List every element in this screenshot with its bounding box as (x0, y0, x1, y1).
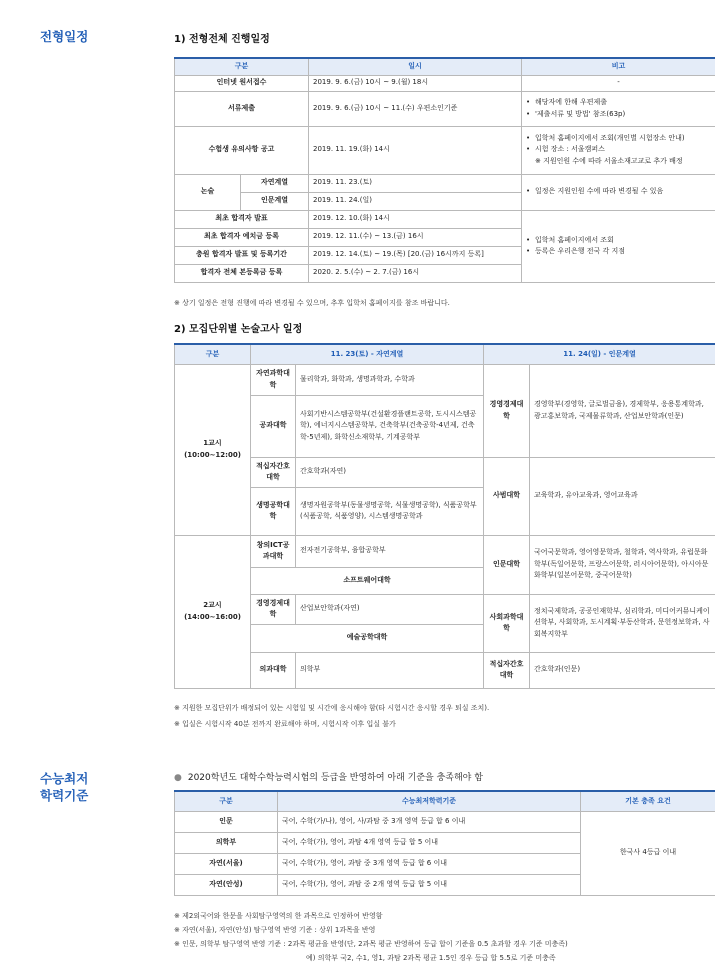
table-row: 공과대학 사회기반시스템공학부(건설환경플랜트공학, 도시시스템공학), 에너지시스템공학부, 건축학부(건축공학-4년제, 건축학-5년제), 화학신소재학부, 기계공학부 (175, 395, 715, 457)
table-row: 충원 합격자 발표 및 등록기간 2019. 12. 14.(토) ~ 19.(목) [20.(금) 16시까지 등록] (175, 246, 715, 264)
col-header: 11. 24(일) - 인문계열 (484, 344, 715, 364)
col-header: 기본 충족 요건 (581, 791, 715, 811)
minimum-note: ※ 자연(서울), 자연(안성) 탐구영역 반영 기준 : 상위 1과목을 반영 (174, 926, 376, 934)
table-row: 경영경제대학 산업보안학과(자연) 사회과학대학 정치국제학과, 공공인재학부, 심리학과, 미디어커뮤니케이션학부, 사회학과, 도시계획·부동산학과, 문헌정보학과, 사회복지학부 (175, 594, 715, 624)
col-header: 일시 (309, 58, 522, 75)
col-header: 구분 (175, 344, 251, 364)
essay-note: ※ 입실은 시험시작 40분 전까지 완료해야 하며, 시험시작 이후 입실 불가 (174, 720, 396, 728)
table-row: 1교시 (10:00~12:00) 자연과학대학 물리학과, 화학과, 생명과학과, 수학과 경영경제대학 경영학부(경영학, 글로벌금융), 경제학부, 응용통계학과, 광고홍보학과, 국제물류학과, 산업보안학과(인문) (175, 364, 715, 395)
table-row: 최초 합격자 발표 2019. 12. 10.(화) 14시 • 입학처 홈페이지에서 조회 • 등록은 우리은행 전국 각 지점 (175, 210, 715, 228)
table-row: 2교시 (14:00~16:00) 창의ICT공과대학 전자전기공학부, 융합공학부 인문대학 국어국문학과, 영어영문학과, 철학과, 역사학과, 유럽문화학부(독일어문학, 프랑스어문학, 러시아어문학), 아시아문화학부(일본어문학, 중국어문학) (175, 535, 715, 567)
table-row: 의과대학 의학부 적십자간호대학 간호학과(인문) (175, 652, 715, 688)
col-header: 구분 (175, 791, 278, 811)
section-title-schedule: 전형일정 (40, 29, 89, 44)
table-row: 생명공학대학 생명자원공학부(동물생명공학, 식물생명공학), 식품공학부(식품공학, 식품영양), 시스템생명공학과 (175, 487, 715, 535)
minimum-note-example: 예) 의학부 국2, 수1, 영1, 과탐 2과목 평균 1.5인 경우 등급 합 5.5로 기준 미충족 (306, 954, 556, 962)
section-title-minimum: 수능최저 학력기준 (40, 771, 89, 803)
schedule-footnote: ※ 상기 일정은 전형 진행에 따라 변경될 수 있으며, 추후 입학처 홈페이지를 참조 바랍니다. (174, 299, 450, 307)
minimum-intro: ● 2020학년도 대학수학능력시험의 등급을 반영하여 아래 기준을 충족해야 함 (174, 773, 483, 783)
table-row: 인문계열 2019. 11. 24.(일) (175, 192, 715, 210)
table-row: 논술 자연계열 2019. 11. 23.(토) • 일정은 지원인원 수에 따라 변경될 수 있음 (175, 174, 715, 192)
heading-overall-schedule: 1) 전형전체 진행일정 (174, 34, 270, 45)
schedule-table (174, 57, 715, 283)
col-header: 구분 (175, 58, 309, 75)
table-row: 예술공학대학 (175, 624, 715, 652)
col-header: 비고 (522, 58, 715, 75)
table-row: 인터넷 원서접수 2019. 9. 6.(금) 10시 ~ 9.(월) 18시 - (175, 75, 715, 91)
table-row: 서류제출 2019. 9. 6.(금) 10시 ~ 11.(수) 우편소인기준 • 해당자에 한해 우편제출 • '제출서류 및 방법' 참조(63p) (175, 91, 715, 126)
table-row: 의학부 국어, 수학(가), 영어, 과탐 4개 영역 등급 합 5 이내 (175, 832, 715, 853)
minimum-note: ※ 제2외국어와 한문을 사회탐구영역의 한 과목으로 인정하여 반영함 (174, 912, 383, 920)
table-row: 최초 합격자 예치금 등록 2019. 12. 11.(수) ~ 13.(금) 16시 (175, 228, 715, 246)
essay-note: ※ 지원한 모집단위가 배정되어 있는 시험일 및 시간에 응시해야 함(타 시험시간 응시할 경우 퇴실 조치). (174, 704, 490, 712)
table-row: 자연(안성) 국어, 수학(가), 영어, 과탐 중 2개 영역 등급 합 5 이내 (175, 874, 715, 895)
table-row: 수험생 유의사항 공고 2019. 11. 19.(화) 14시 • 입학처 홈페이지에서 조회(개인별 시험장소 안내) • 시험 장소 : 서울캠퍼스 ※ 지원인원 수에 따라 서울소재고교로 추가 배정 (175, 126, 715, 174)
bullet-icon: ● (174, 773, 182, 783)
heading-essay-schedule: 2) 모집단위별 논술고사 일정 (174, 324, 303, 335)
table-row: 자연(서울) 국어, 수학(가), 영어, 과탐 중 3개 영역 등급 합 6 이내 (175, 853, 715, 874)
essay-table (174, 343, 715, 689)
table-row: 인문 국어, 수학(가/나), 영어, 사/과탐 중 3개 영역 등급 합 6 이내 한국사 4등급 이내 (175, 811, 715, 832)
table-row: 소프트웨어대학 (175, 567, 715, 594)
table-row: 적십자간호대학 간호학과(자연) 사범대학 교육학과, 유아교육과, 영어교육과 (175, 457, 715, 487)
col-header: 수능최저학력기준 (278, 791, 581, 811)
table-row: 합격자 전체 본등록금 등록 2020. 2. 5.(수) ~ 2. 7.(금) 16시 (175, 264, 715, 282)
col-header: 11. 23(토) - 자연계열 (251, 344, 484, 364)
minimum-note: ※ 인문, 의학부 탐구영역 반영 기준 : 2과목 평균을 반영(단, 2과목 평균 반영하여 등급 합이 기준을 0.5 초과할 경우 기준 미충족) (174, 940, 568, 948)
minimum-table (174, 790, 715, 896)
